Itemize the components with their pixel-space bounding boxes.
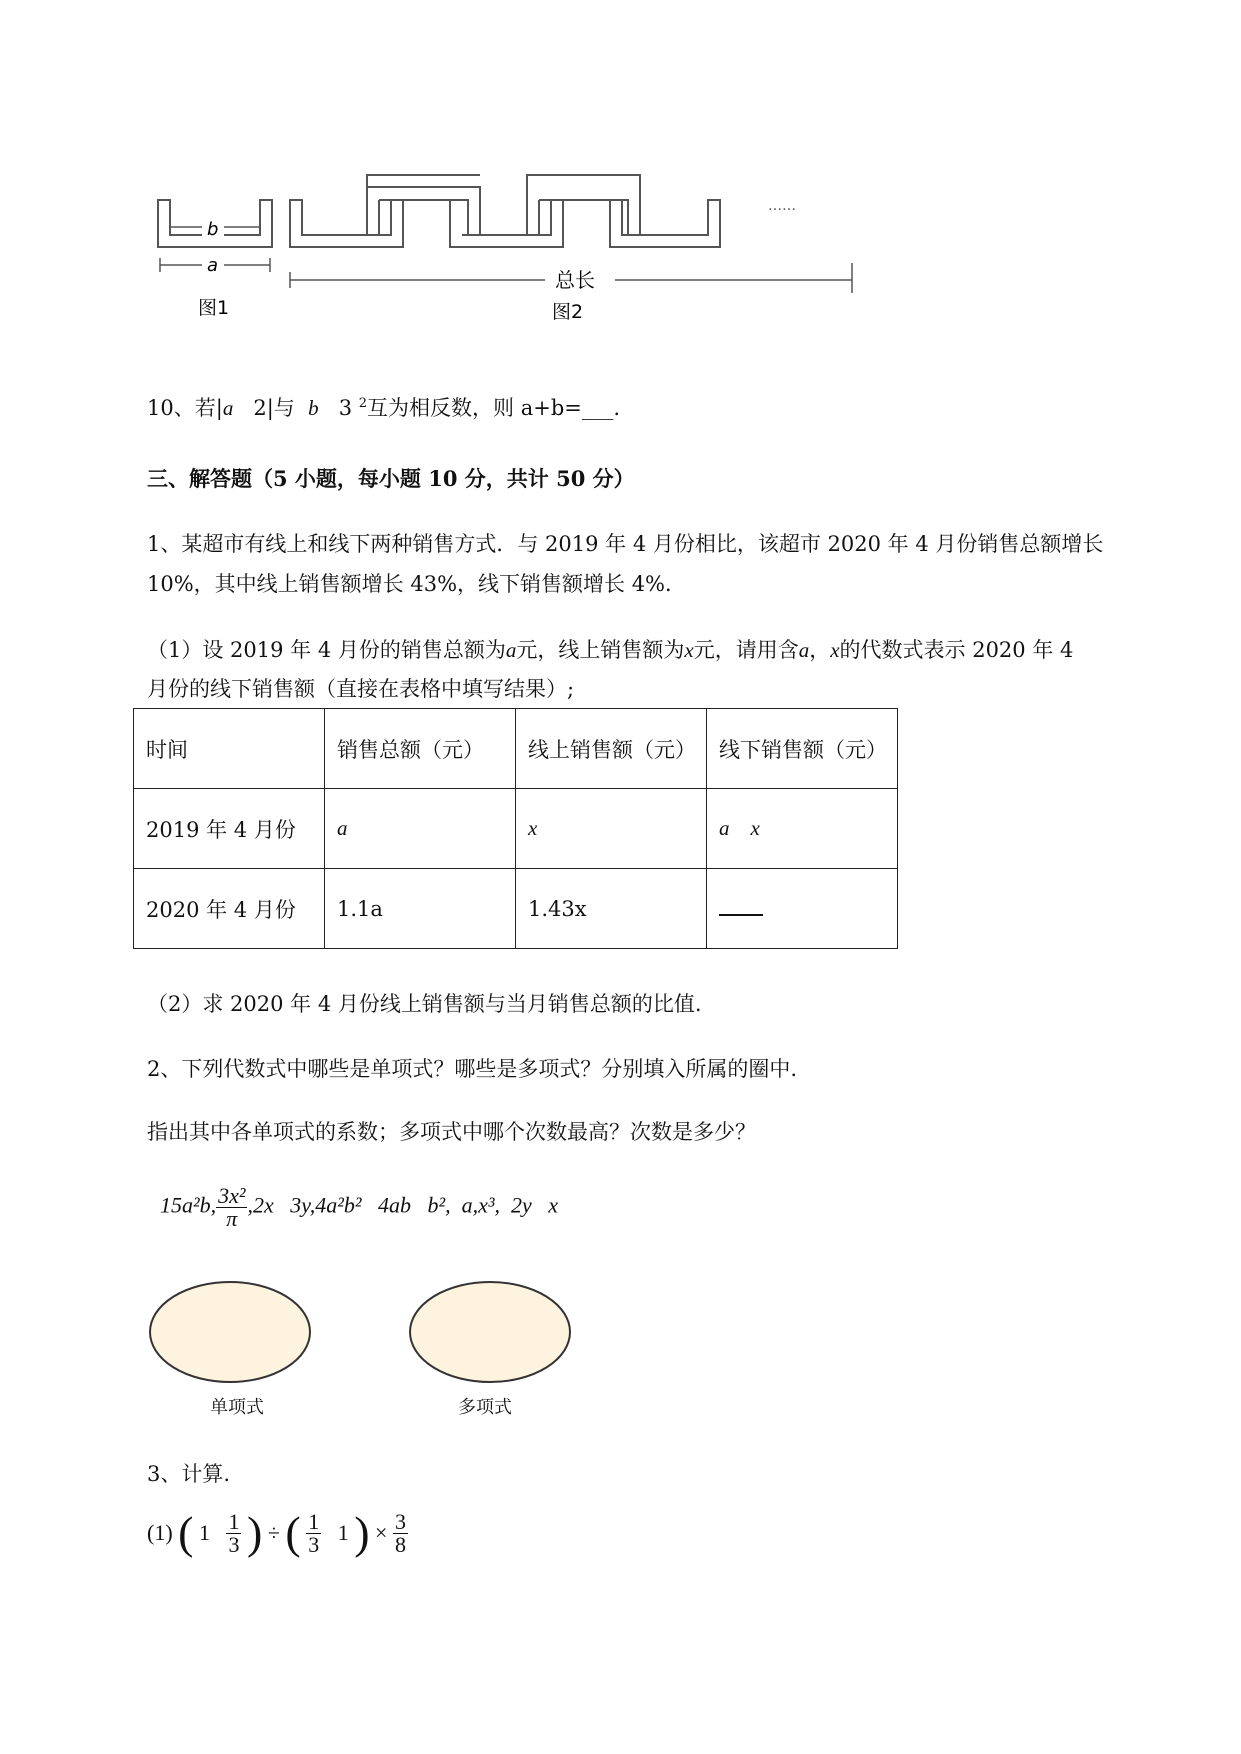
- monomial-oval[interactable]: [150, 1282, 310, 1382]
- problem-1-sub1-line1: （1）设 2019 年 4 月份的销售总额为a元，线上销售额为x元，请用含a，x的代数式表示 2020 年 4: [147, 638, 1074, 662]
- sales-table: [133, 708, 898, 949]
- problem-1-sub2: （2）求 2020 年 4 月份线上销售额与当月销售总额的比值.: [147, 992, 702, 1016]
- classification-ovals: [148, 1277, 588, 1397]
- table-cell: 2019 年 4 月份: [134, 789, 325, 869]
- monomial-label: 单项式: [210, 1397, 264, 1418]
- figure2-shape: [290, 175, 720, 247]
- table-row: [134, 789, 898, 869]
- fraction: $\frac{3}{8}$: [394, 1508, 406, 1557]
- table-cell: a: [325, 789, 516, 869]
- figure1-label-a: a: [207, 255, 219, 276]
- table-cell: a x: [707, 789, 898, 869]
- figure1-label-b: b: [207, 219, 219, 240]
- figure2-total-length: 总长: [555, 268, 595, 292]
- table-cell-answer[interactable]: [707, 869, 898, 949]
- section-3-title: 三、解答题（5 小题，每小题 10 分，共计 50 分）: [147, 466, 635, 491]
- table-header-row: [134, 709, 898, 789]
- table-cell: x: [516, 789, 707, 869]
- problem-3-line1: 3、计算.: [147, 1462, 231, 1486]
- table-cell: 1.1a: [325, 869, 516, 949]
- table-cell: 2020 年 4 月份: [134, 869, 325, 949]
- table-header-cell: 时间: [134, 709, 325, 789]
- figure2-dots: ……: [768, 198, 796, 214]
- polynomial-label: 多项式: [458, 1397, 512, 1418]
- fraction: $\frac{1}{3}$: [228, 1508, 240, 1557]
- problem-1-line1: 1、某超市有线上和线下两种销售方式．与 2019 年 4 月份相比，该超市 2020 年 4 月份销售总额增长: [147, 532, 1104, 556]
- fraction: $\frac{\text{3x²}}{\pi}$: [218, 1183, 246, 1231]
- figure-diagram: [150, 165, 870, 335]
- problem-2-line2: 指出其中各单项式的系数；多项式中哪个次数最高？次数是多少？: [147, 1120, 756, 1144]
- polynomial-oval[interactable]: [410, 1282, 570, 1382]
- problem-3-expression: (1) ( 1 $\frac{1}{3}$ ) ÷ ( $\frac{1}{3}$ 1 ) × $\frac{3}{8}$: [147, 1507, 406, 1558]
- problem-1-sub1-line2: 月份的线下销售额（直接在表格中填写结果）;: [147, 677, 575, 701]
- table-cell: 1.43x: [516, 869, 707, 949]
- problem-1-line2: 10%，其中线上销售额增长 43%，线下销售额增长 4%．: [147, 572, 687, 596]
- problem-2-line1: 2、下列代数式中哪些是单项式？哪些是多项式？分别填入所属的圈中.: [147, 1057, 798, 1081]
- table-header-cell: 销售总额（元）: [325, 709, 516, 789]
- question-10: 10、若|a 2|与 b 3 $^2$互为相反数，则 a+b=___.: [147, 396, 621, 420]
- figure1-caption: 图1: [198, 297, 230, 319]
- table-row: [134, 869, 898, 949]
- table-header-cell: 线上销售额（元）: [516, 709, 707, 789]
- problem-2-expressions: 15a²b, $\frac{\text{3x²}}{\pi}$ ,2x 3y,4a²b² 4ab b², a,x³, 2y x: [160, 1183, 558, 1231]
- fraction: $\frac{1}{3}$: [308, 1508, 320, 1557]
- answer-blank[interactable]: [719, 898, 763, 916]
- table-header-cell: 线下销售额（元）: [707, 709, 898, 789]
- figure2-caption: 图2: [552, 301, 584, 323]
